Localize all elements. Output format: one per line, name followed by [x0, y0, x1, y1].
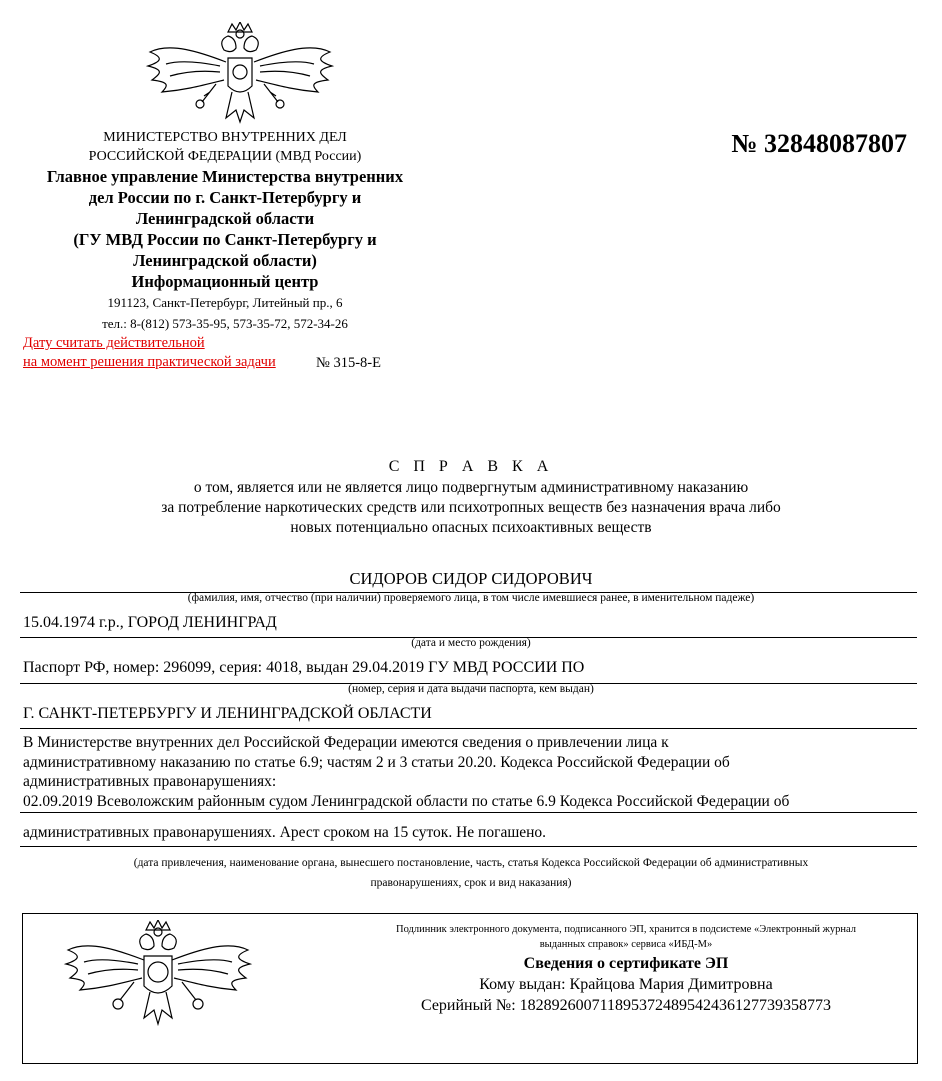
info-line1: В Министерстве внутренних дел Российской Федерации имеются сведения о привлечении лица к: [23, 734, 669, 751]
reference-number: № 315-8-Е: [316, 355, 381, 371]
department-line2: дел России по г. Санкт-Петербургу и: [88, 188, 362, 207]
subtitle-line1: о том, является или не является лицо подвергнутым административному наказанию: [193, 479, 749, 496]
department-line1: Главное управление Министерства внутренних: [46, 167, 404, 186]
info-line2: административному наказанию по статье 6.9; частям 2 и 3 статьи 20.20. Кодекса Российской Федерации об: [23, 753, 730, 771]
emblem-icon: [58, 920, 258, 1030]
department-line4: (ГУ МВД России по Санкт-Петербургу и: [73, 230, 377, 249]
info-line4: 02.09.2019 Всеволожским районным судом Ленинградской области по статье 6.9 Кодекса Российской Федерации об: [23, 792, 790, 810]
validity-link-line2[interactable]: на момент решения практической задачи: [23, 354, 276, 370]
mvd-emblem-icon: [140, 22, 340, 130]
divider: [20, 846, 917, 847]
person-full-name: СИДОРОВ СИДОР СИДОРОВИЧ: [349, 569, 593, 588]
divider: [20, 812, 917, 813]
info-line3: административных правонарушениях:: [23, 773, 277, 790]
passport-issuer-cont: Г. САНКТ-ПЕТЕРБУРГУ И ЛЕНИНГРАДСКОЙ ОБЛАСТИ: [23, 705, 432, 722]
certificate-serial: Серийный №: 182892600711895372489542436127739358773: [420, 997, 832, 1014]
offense-caption-line2: правонарушениях, срок и вид наказания): [370, 877, 572, 889]
phones: тел.: 8-(812) 573-35-95, 573-35-72, 572-34-26: [102, 316, 348, 331]
passport-info: Паспорт РФ, номер: 296099, серия: 4018, выдан 29.04.2019 ГУ МВД РОССИИ ПО: [23, 659, 585, 676]
document-title: С П Р А В К А: [388, 458, 554, 475]
offense-caption: [40, 853, 902, 893]
birth-info: 15.04.1974 г.р., ГОРОД ЛЕНИНГРАД: [23, 614, 277, 631]
ministry-name-line1: МИНИСТЕРСТВО ВНУТРЕННИХ ДЕЛ: [103, 130, 347, 145]
certificate-issued-to: Кому выдан: Крайцова Мария Димитровна: [479, 976, 773, 993]
certificate-note: [340, 922, 912, 952]
info-line5: административных правонарушениях. Арест сроком на 15 суток. Не погашено.: [23, 824, 547, 841]
certificate-note-line1: Подлинник электронного документа, подписанного ЭП, хранится в подсистеме «Электронный журнал: [396, 924, 856, 935]
department-line6: Информационный центр: [131, 272, 319, 291]
document-number: № 32848087807: [731, 129, 907, 158]
offense-info: [23, 733, 913, 811]
ministry-header: [40, 128, 410, 334]
subtitle-line2: за потребление наркотических средств или психотропных веществ без назначения врача либо: [161, 499, 781, 516]
document-subtitle: [100, 478, 842, 538]
subtitle-line3: новых потенциально опасных психоактивных веществ: [290, 519, 652, 536]
department-line3: Ленинградской области: [135, 209, 315, 228]
validity-date-link[interactable]: [23, 334, 276, 372]
ministry-name-line2: РОССИЙСКОЙ ФЕДЕРАЦИИ (МВД России): [88, 149, 362, 164]
offense-caption-line1: (дата привлечения, наименование органа, вынесшего постановление, часть, статья Кодекса Российской Федерации об административных: [133, 857, 809, 869]
full-name-caption: (фамилия, имя, отчество (при наличии) проверяемого лица, в том числе имевшиеся ранее, в именительном падеже): [187, 592, 755, 604]
certificate-note-line2: выданных справок» сервиса «ИБД-М»: [539, 939, 713, 950]
certificate-title: Сведения о сертификате ЭП: [523, 955, 729, 972]
passport-caption: (номер, серия и дата выдачи паспорта, кем выдан): [348, 683, 594, 695]
validity-link-line1[interactable]: Дату считать действительной: [23, 335, 205, 351]
address: 191123, Санкт-Петербург, Литейный пр., 6: [107, 295, 343, 310]
department-line5: Ленинградской области): [133, 251, 317, 270]
birth-caption: (дата и место рождения): [411, 637, 531, 649]
divider: [20, 728, 917, 729]
